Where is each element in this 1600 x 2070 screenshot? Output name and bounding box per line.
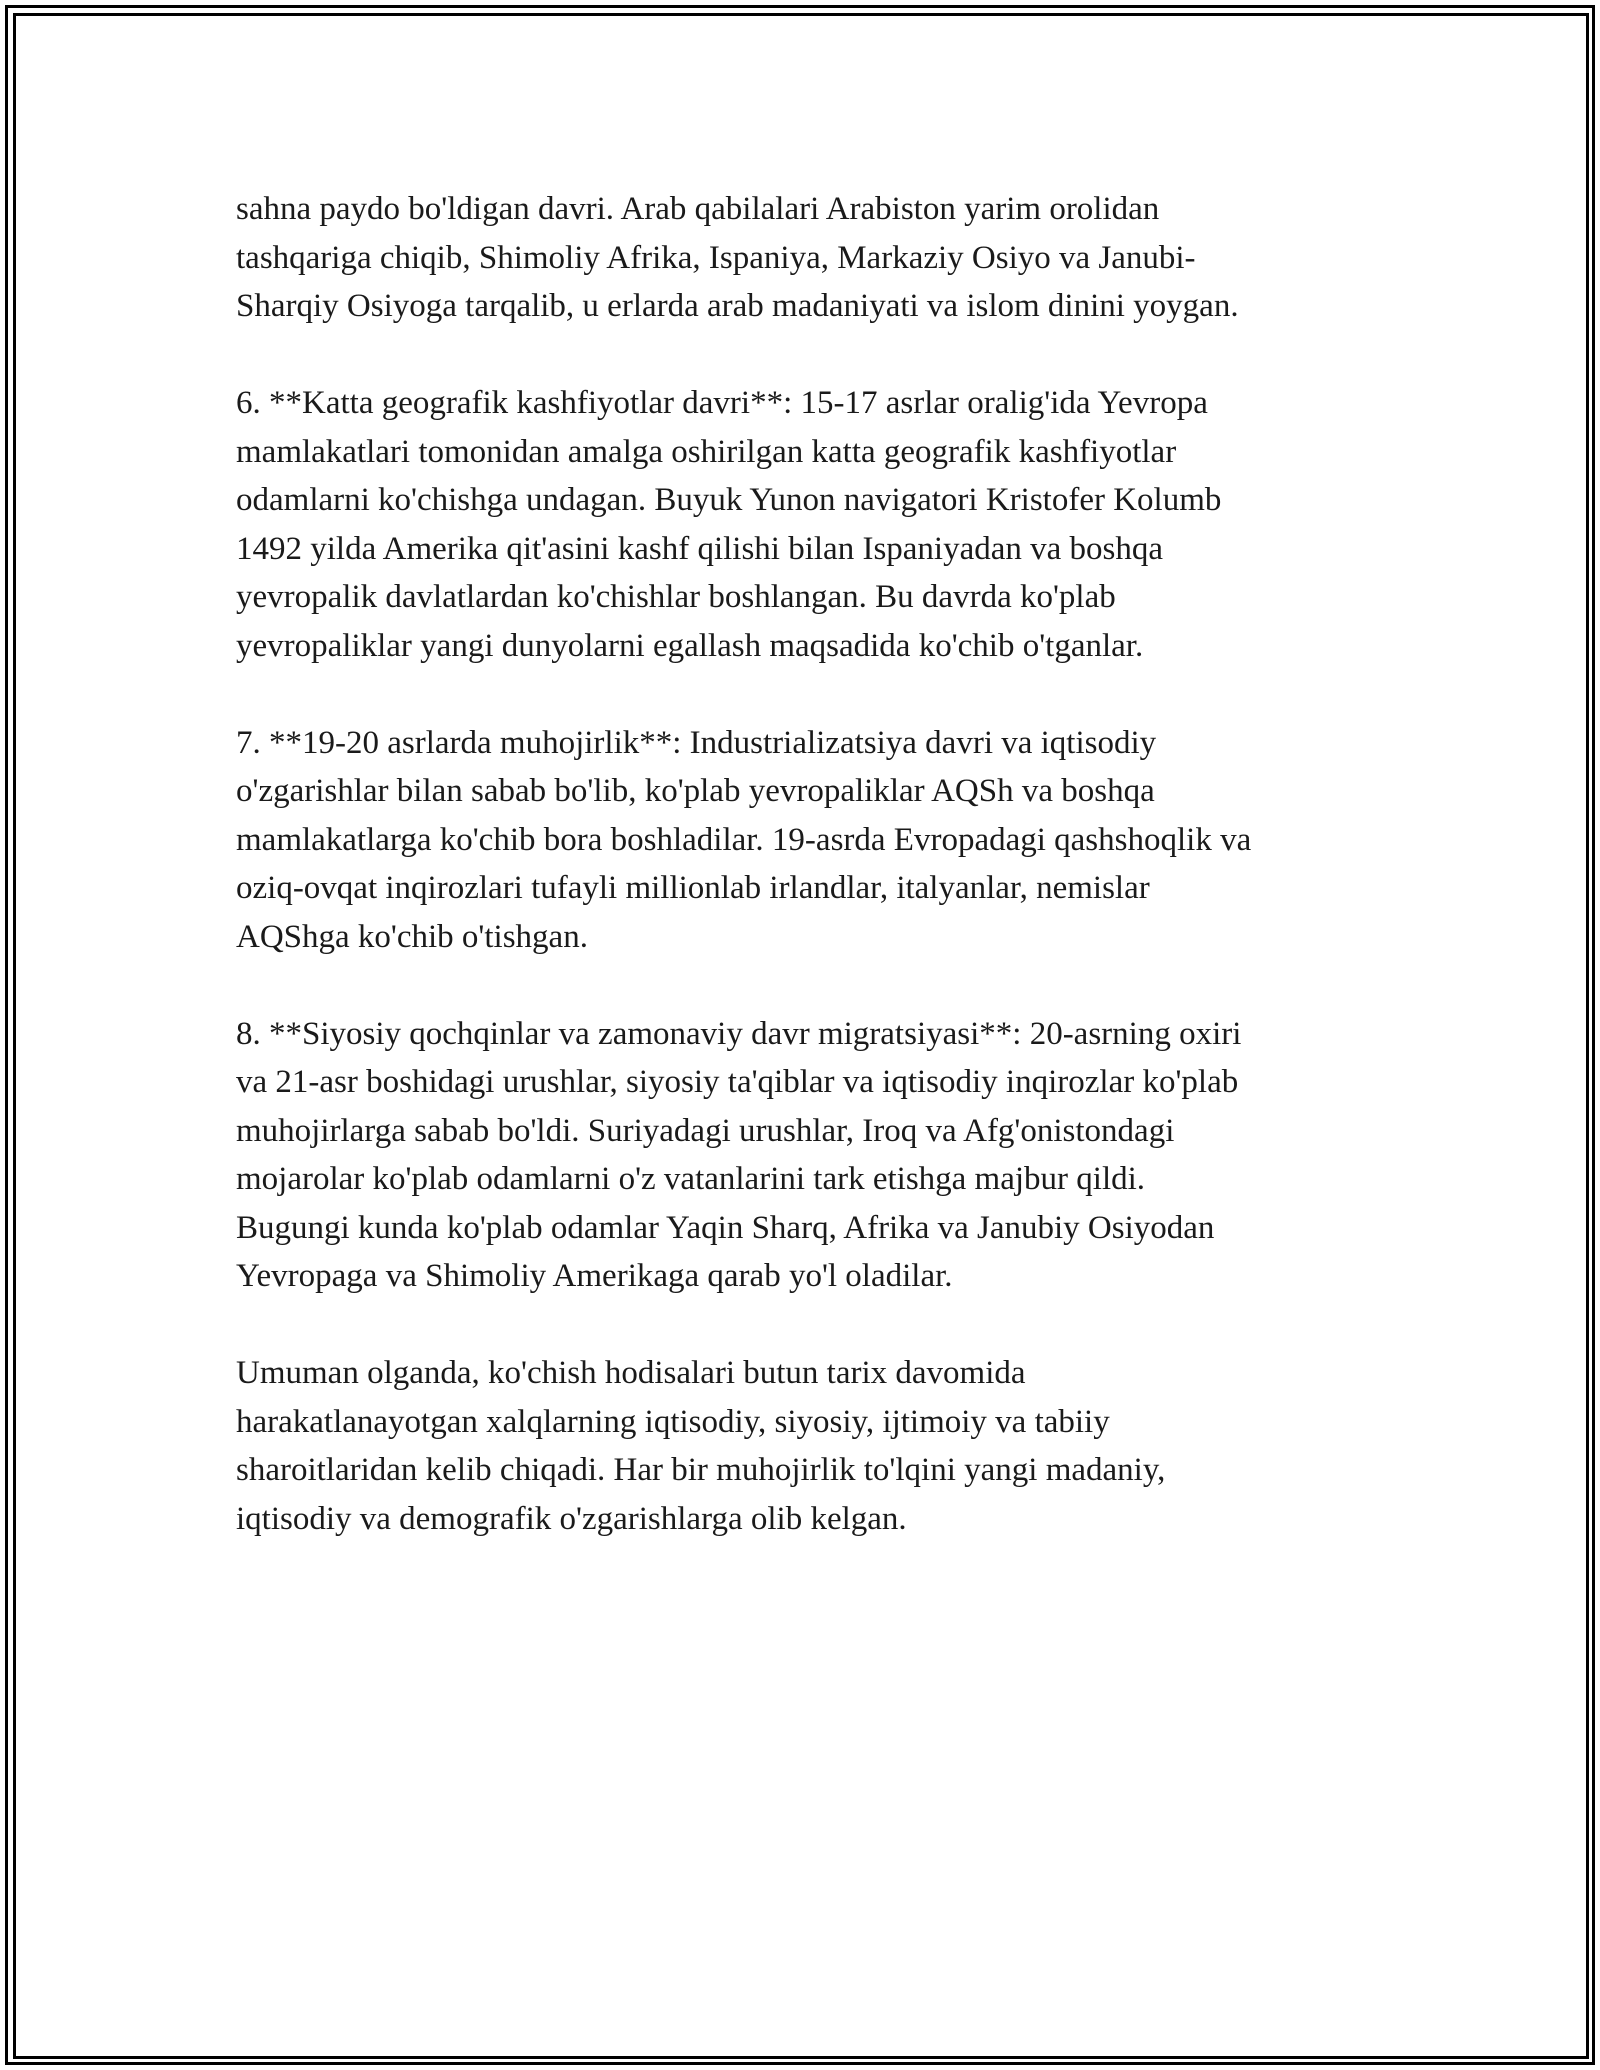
paragraph-item-6-geographic-discoveries: 6. **Katta geografik kashfiyotlar davri**: 15-17 asrlar oralig'ida Yevropa mamlakatlari tomonidan amalga oshirilgan katta geografik kashfiyotlar odamlarni ko'chishga undagan. Buyuk Yunon navigatori Kristofer Kolumb 1492 yilda Amerika qit'asini kashf qilishi bilan Ispaniyadan va boshqa yevropalik davlatlardan ko'chishlar boshlangan. Bu davrda ko'plab yevropaliklar yangi dunyolarni egallash maqsadida ko'chib o'tganlar. — [236, 385, 1222, 664]
paragraph-arab-expansion: sahna paydo bo'ldigan davri. Arab qabilalari Arabiston yarim orolidan tashqariga chiqib, Shimoliy Afrika, Ispaniya, Markaziy Osiyo va Janubi- Sharqiy Osiyoga tarqalib, u erlarda arab madaniyati va islom dinini yoygan. — [236, 191, 1239, 324]
document-body — [236, 185, 1376, 1592]
paragraph-item-7-emigration: 7. **19-20 asrlarda muhojirlik**: Industrializatsiya davri va iqtisodiy o'zgarishlar bilan sabab bo'lib, ko'plab yevropaliklar AQSh va boshqa mamlakatlarga ko'chib bora boshladilar. 19-asrda Evropadagi qashshoqlik va oziq-ovqat inqirozlari tufayli millionlab irlandlar, italyanlar, nemislar AQShga ko'chib o'tishgan. — [236, 724, 1252, 955]
paragraph-conclusion: Umuman olganda, ko'chish hodisalari butun tarix davomida harakatlanayotgan xalqlarning iqtisodiy, siyosiy, ijtimoiy va tabiiy sharoitlaridan kelib chiqadi. Har bir muhojirlik to'lqini yangi madaniy, iqtisodiy va demografik o'zgarishlarga olib kelgan. — [236, 1355, 1166, 1537]
paragraph-item-8-refugees: 8. **Siyosiy qochqinlar va zamonaviy davr migratsiyasi**: 20-asrning oxiri va 21-asr boshidagi urushlar, siyosiy ta'qiblar va iqtisodiy inqirozlar ko'plab muhojirlarga sabab bo'ldi. Suriyadagi urushlar, Iroq va Afg'onistondagi mojarolar ko'plab odamlarni o'z vatanlarini tark etishga majbur qildi. Bugungi kunda ko'plab odamlar Yaqin Sharq, Afrika va Janubiy Osiyodan Yevropaga va Shimoliy Amerikaga qarab yo'l oladilar. — [236, 1015, 1242, 1294]
